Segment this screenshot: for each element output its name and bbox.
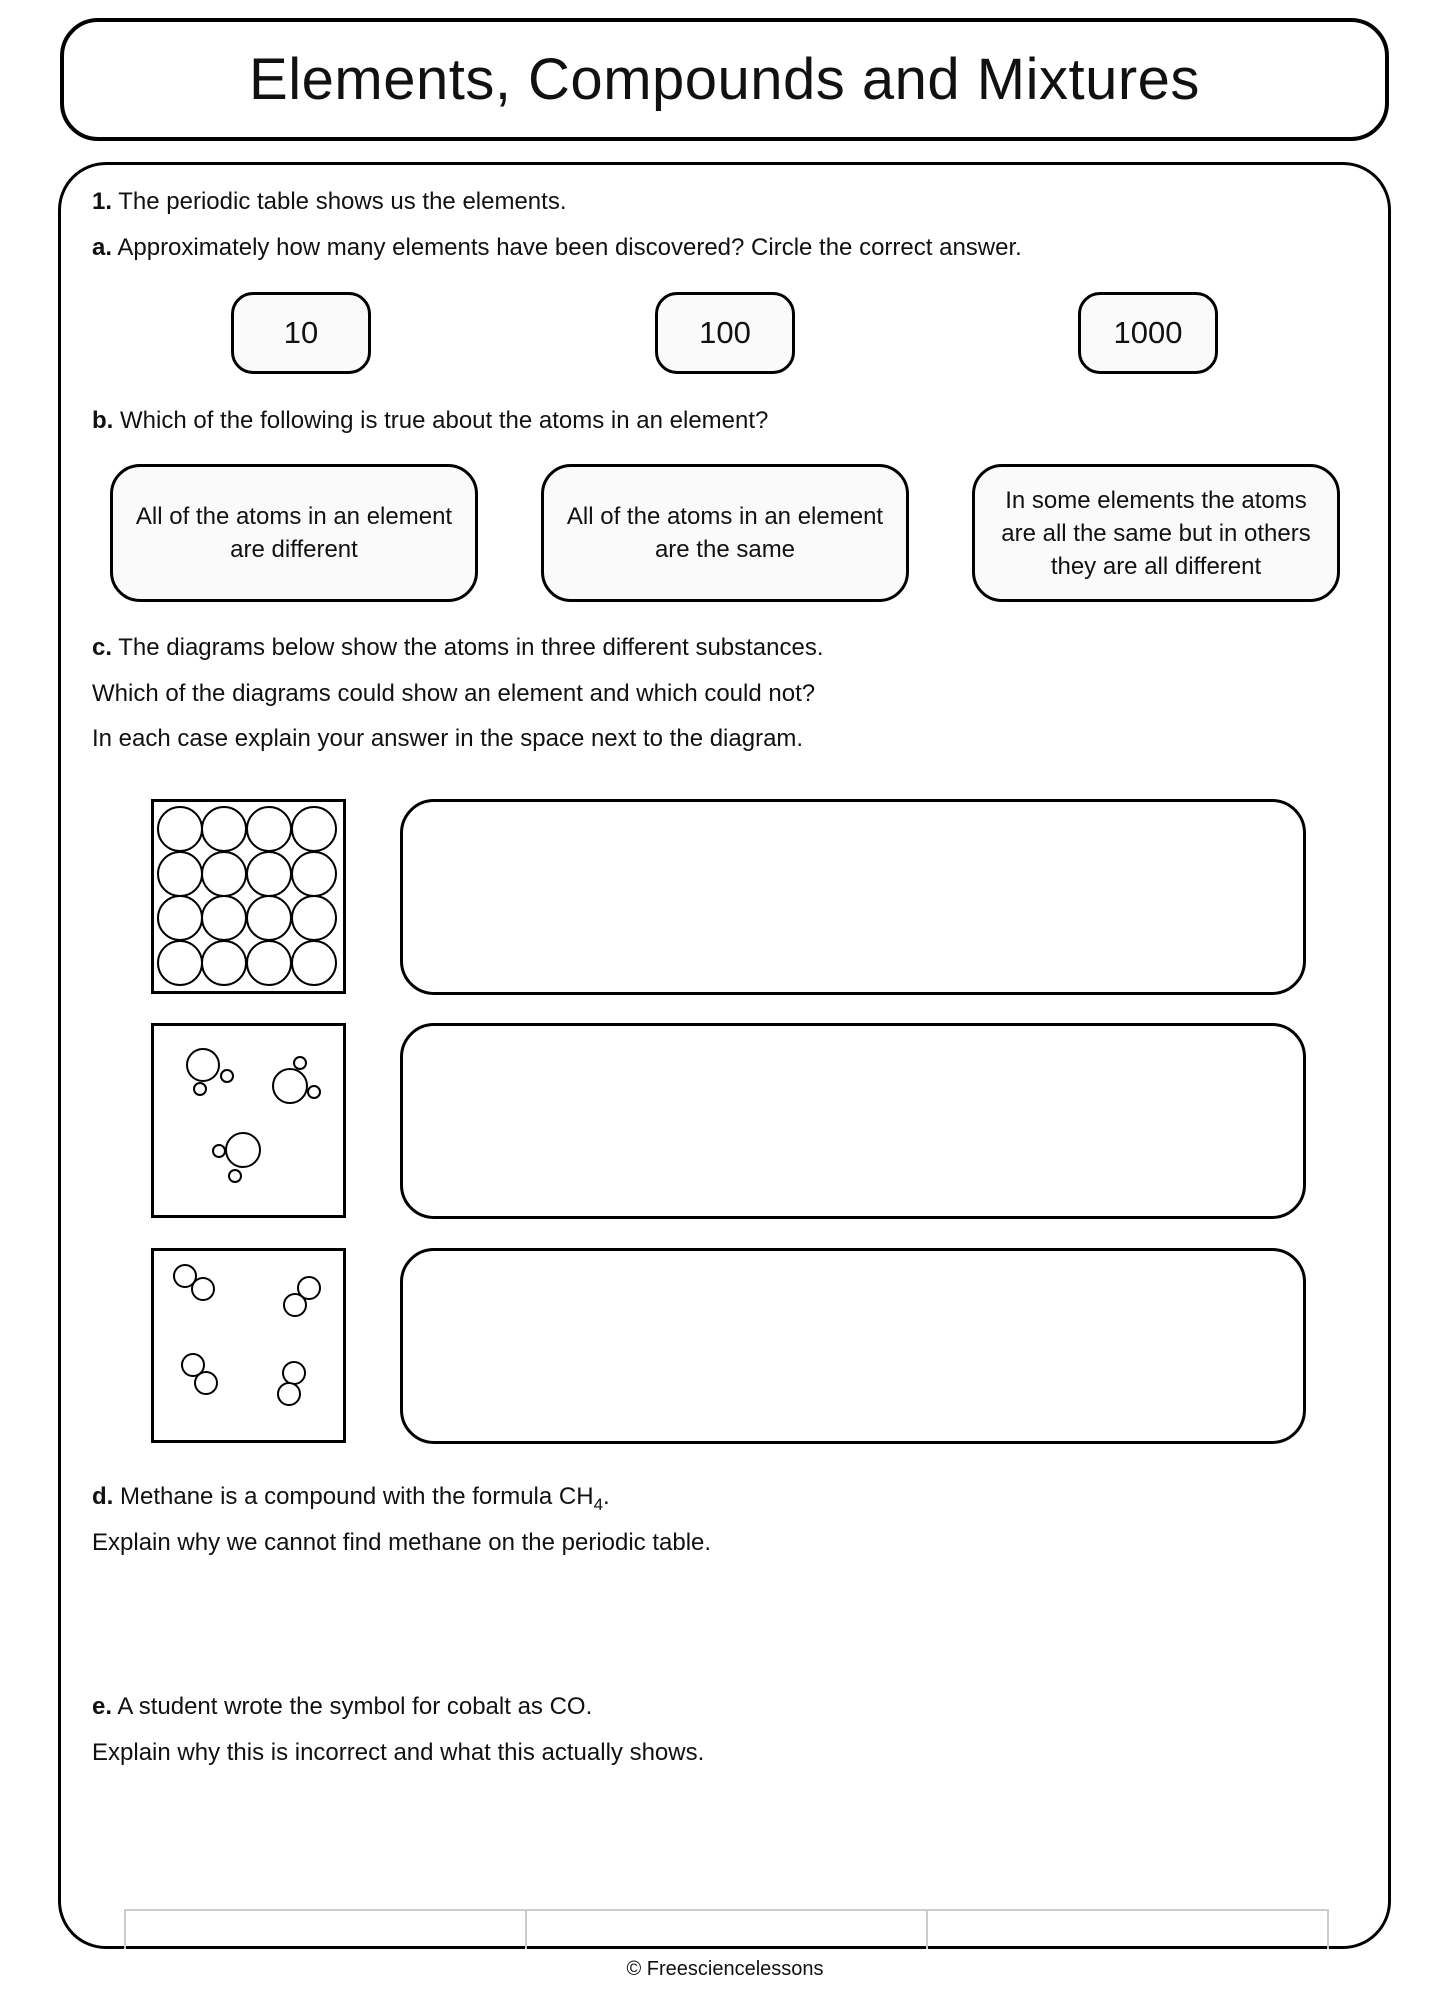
q1-number: 1. [92, 188, 113, 215]
answer-box-2[interactable] [400, 1023, 1306, 1219]
bottom-grid [124, 1909, 1329, 1949]
answer-option-1000[interactable]: 1000 [1078, 292, 1218, 374]
title-box [60, 18, 1389, 141]
q1d-line2: Explain why we cannot find methane on the periodic table. [92, 1529, 712, 1556]
diagram-compound-molecules [151, 1023, 346, 1218]
q1d-prompt [92, 1482, 610, 1520]
q1d-line1: Methane is a compound with the formula CH [120, 1483, 594, 1510]
statement-option-same[interactable] [541, 464, 909, 602]
q1d-letter: d. [92, 1483, 114, 1510]
grid-cell [124, 1911, 525, 1949]
answer-option-10[interactable]: 10 [231, 292, 371, 374]
page-title: Elements, Compounds and Mixtures [249, 47, 1200, 112]
q1b-prompt [92, 406, 768, 436]
statement-option-text: All of the atoms in an element are different [135, 503, 453, 563]
statement-option-text: All of the atoms in an element are the same [566, 503, 884, 563]
q1d-line1-end: . [603, 1483, 610, 1510]
statement-option-different[interactable] [110, 464, 478, 602]
statement-option-some[interactable] [972, 464, 1340, 602]
diagram-identical-atoms [151, 799, 346, 994]
q1-intro [92, 187, 567, 217]
q1c-line1: The diagrams below show the atoms in three different substances. [118, 634, 824, 661]
q1a-prompt [92, 233, 1022, 263]
answer-option-100[interactable]: 100 [655, 292, 795, 374]
q1c-prompt [92, 633, 824, 663]
q1e-line2: Explain why this is incorrect and what this actually shows. [92, 1739, 705, 1766]
q1b-letter: b. [92, 407, 114, 434]
answer-box-1[interactable] [400, 799, 1306, 995]
grid-cell [926, 1911, 1329, 1949]
q1c-line2: Which of the diagrams could show an element and which could not? [92, 680, 816, 707]
q1e-letter: e. [92, 1693, 113, 1720]
q1a-text: Approximately how many elements have been discovered? Circle the correct answer. [117, 234, 1022, 261]
q1b-text: Which of the following is true about the atoms in an element? [120, 407, 769, 434]
q1c-line3: In each case explain your answer in the space next to the diagram. [92, 725, 804, 752]
statement-option-text: In some elements the atoms are all the same but in others they are all different [1001, 486, 1311, 580]
copyright-footer: © Freesciencelessons [626, 1958, 824, 1980]
diagram-diatomic-molecules [151, 1248, 346, 1443]
q1-intro-text: The periodic table shows us the elements. [118, 188, 567, 215]
grid-cell [525, 1911, 926, 1949]
q1a-letter: a. [92, 234, 113, 261]
q1e-line1: A student wrote the symbol for cobalt as CO. [117, 1693, 593, 1720]
methane-subscript: 4 [593, 1494, 604, 1514]
answer-box-3[interactable] [400, 1248, 1306, 1444]
q1e-prompt [92, 1692, 592, 1722]
q1c-letter: c. [92, 634, 113, 661]
